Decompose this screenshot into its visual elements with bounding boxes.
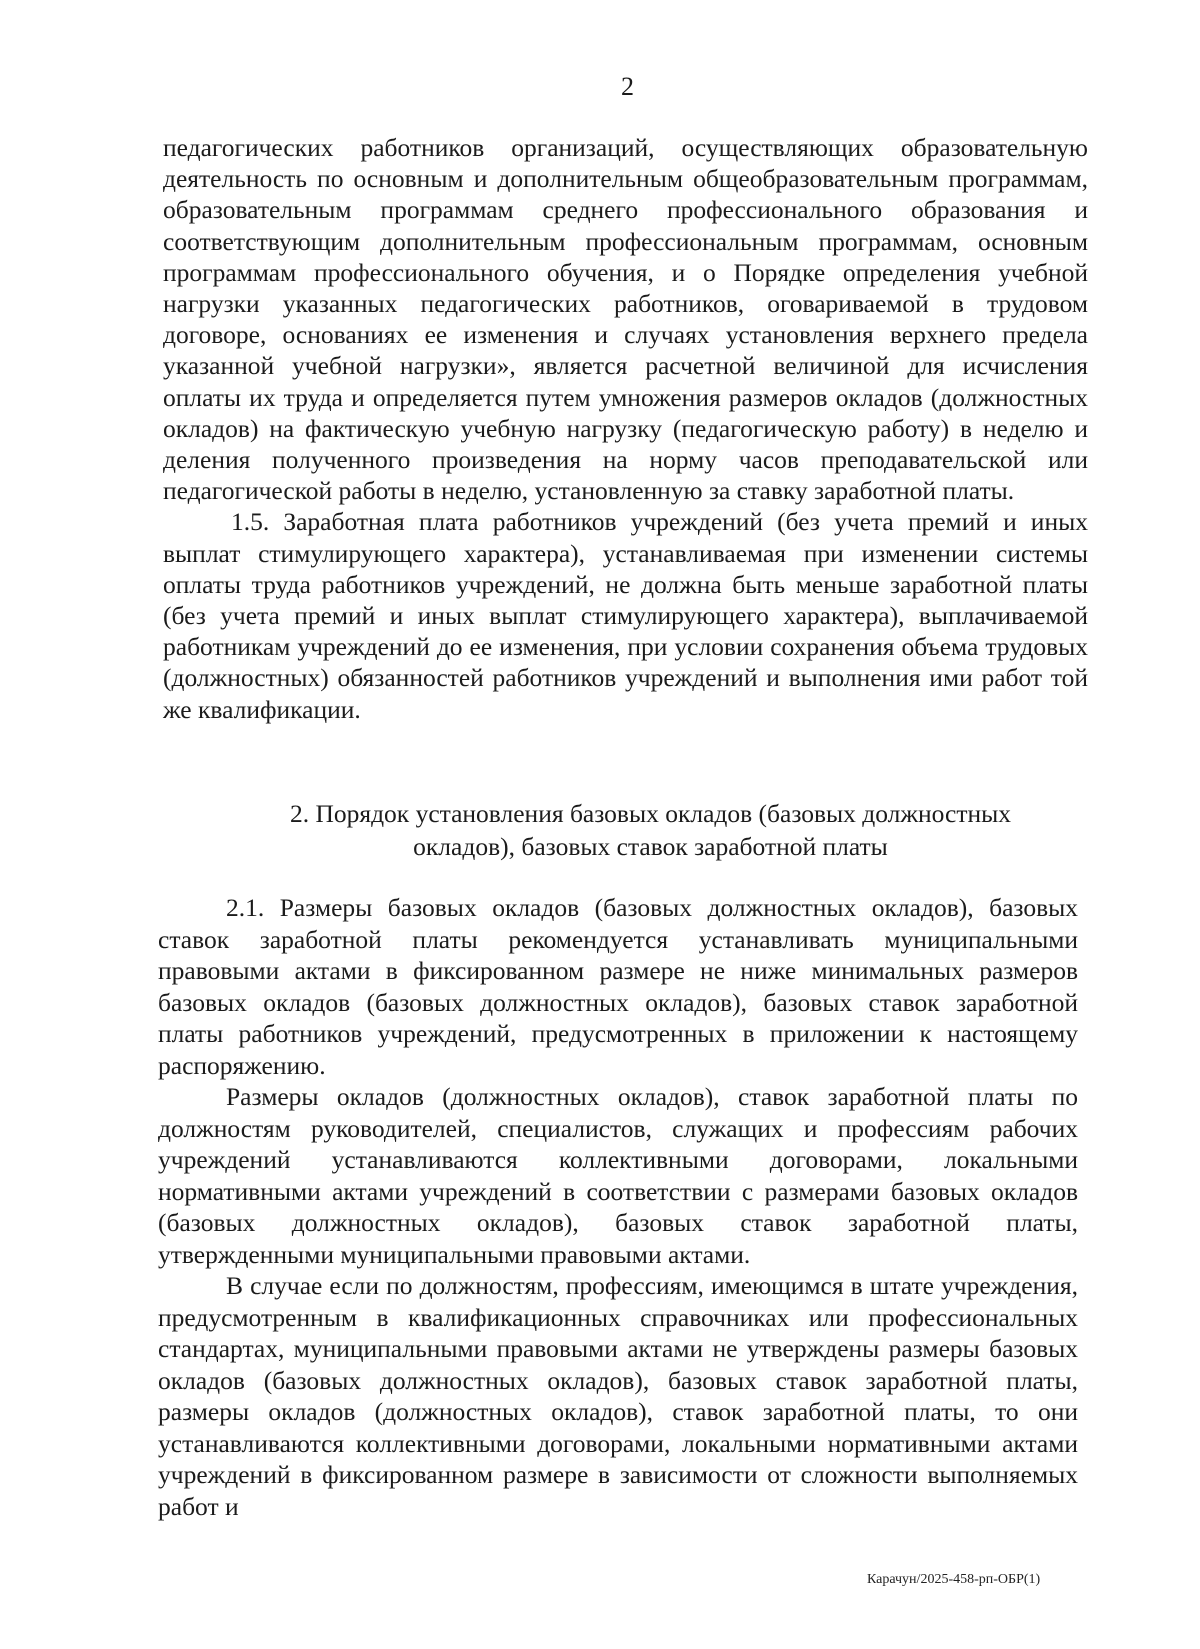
section-heading <box>163 797 1088 863</box>
paragraph-2-1: 2.1. Размеры базовых окладов (базовых должностных окладов), базовых ставок заработной платы рекомендуется устанавливать муниципальными правовыми актами в фиксированном размере не ниже минимальных размеров базовых окладов (базовых должностных окладов), базовых ставок заработной платы работников учреждений, предусмотренных в приложении к настоящему распоряжению. <box>158 893 1078 1080</box>
section-heading-line-1: 2. Порядок установления базовых окладов (базовых должностных <box>289 799 1012 828</box>
paragraph-1-5: 1.5. Заработная плата работников учреждений (без учета премий и иных выплат стимулирующего характера), устанавливаемая при изменении системы оплаты труда работников учреждений, не должна быть меньше заработной платы (без учета премий и иных выплат стимулирующего характера), выплачиваемой работникам учреждений до ее изменения, при условии сохранения объема трудовых (должностных) обязанностей работников учреждений и выполнения ими работ той же квалификации. <box>163 507 1088 724</box>
body-text-section-2 <box>158 892 1078 1522</box>
section-heading-line-2: окладов), базовых ставок заработной платы <box>413 832 888 861</box>
body-text-top <box>163 132 1088 725</box>
document-code: Карачун/2025-458-рп-ОБР(1) <box>867 1572 1041 1587</box>
paragraph-salary-sizes: Размеры окладов (должностных окладов), ставок заработной платы по должностям руководителей, специалистов, служащих и профессиям рабочих учреждений устанавливаются коллективными договорами, локальными нормативными актами учреждений в соответствии с размерами базовых окладов (базовых должностных окладов), базовых ставок заработной платы, утвержденными муниципальными правовыми актами. <box>158 1082 1078 1269</box>
paragraph-continuation: педагогических работников организаций, осуществляющих образовательную деятельность по основным и дополнительным общеобразовательным программам, образовательным программам среднего профессионального образования и соответствующим дополнительным профессиональным программам, основным программам профессионального обучения, и о Порядке определения учебной нагрузки указанных педагогических работников, оговариваемой в трудовом договоре, основаниях ее изменения и случаях установления верхнего предела указанной учебной нагрузки», является расчетной величиной для исчисления оплаты их труда и определяется путем умножения размеров окладов (должностных окладов) на фактическую учебную нагрузку (педагогическую работу) в неделю и деления полученного произведения на норму часов преподавательской или педагогической работы в неделю, установленную за ставку заработной платы. <box>163 133 1088 506</box>
paragraph-if-not-approved: В случае если по должностям, профессиям, имеющимся в штате учреждения, предусмотренным в квалификационных справочниках или профессиональных стандартах, муниципальными правовыми актами не утверждены размеры базовых окладов (базовых должностных окладов), базовых ставок заработной платы, размеры окладов (должностных окладов), ставок заработной платы, то они устанавливаются коллективными договорами, локальными нормативными актами учреждений в фиксированном размере в зависимости от сложности выполняемых работ и <box>158 1271 1078 1521</box>
page-number: 2 <box>621 72 634 101</box>
